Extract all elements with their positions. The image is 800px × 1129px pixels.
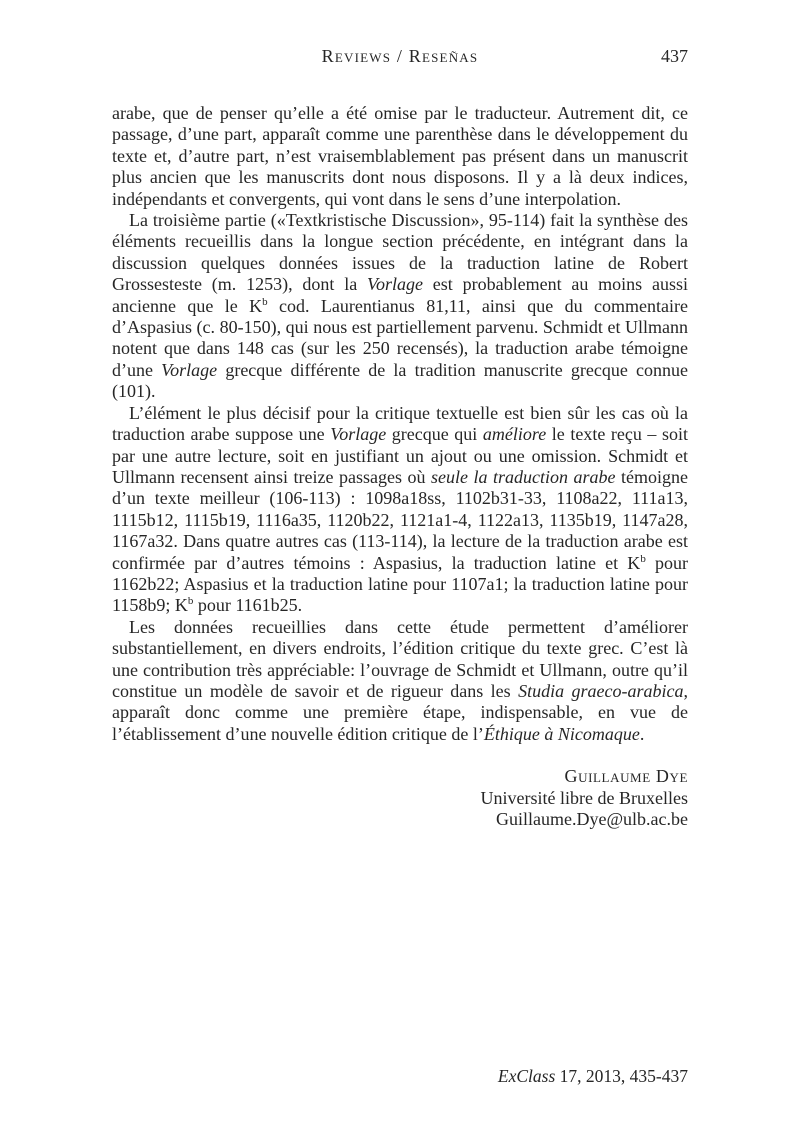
author-name: Guillaume Dye [564,766,688,787]
body-paragraph: La troisième partie («Textkristische Discussion», 95-114) fait la synthèse des éléments recueillis dans la longue section précédente, en intégrant dans la discussion quelques données issues de la traduction latine de Robert Grossesteste (m. 1253), dont la Vorlage est probablement au moins aussi ancienne que le $K^b$ cod. Laurentianus 81,11, ainsi que du commentaire d’Aspasius (c. 80-150), qui nous est partiellement parvenu. Schmidt et Ullmann notent que dans 148 cas (sur les 250 recensés), la traduction arabe témoigne d’une Vorlage grecque différente de la tradition manuscrite grecque connue (101). [112,210,688,402]
body-paragraph: L’élément le plus décisif pour la critique textuelle est bien sûr les cas où la traduction arabe suppose une Vorlage grecque qui améliore le texte reçu – soit par une autre lecture, soit en justifiant un ajout ou une omission. Schmidt et Ullmann recensent ainsi treize passages où seule la traduction arabe témoigne d’un texte meilleur (106-113) : 1098a18ss, 1102b31-33, 1108a22, 111a13, 1115b12, 1115b19, 1116a35, 1120b22, 1121a1-4, 1122a13, 1135b19, 1147a28, 1167a32. Dans quatre autres cas (113-114), la lecture de la traduction arabe est confirmée par d’autres témoins : Aspasius, la traduction latine et $K^b$ pour 1162b22; Aspasius et la traduction latine pour 1107a1; la traduction latine pour 1158b9; $K^b$ pour 1161b25. [112,402,689,616]
page-footer [498,1066,688,1086]
running-title: Reviews / Reseñas [321,46,479,66]
signature-block [112,766,688,831]
review-body [112,103,688,831]
page-header [112,46,688,70]
body-paragraph: Les données recueillies dans cette étude permettent d’améliorer substantiellement, en divers endroits, l’édition critique du texte grec. C’est là une contribution très appréciable: l’ouvrage de Schmidt et Ullmann, outre qu’il constitue un modèle de savoir et de rigueur dans les Studia graeco-arabica, apparaît donc comme une première étape, indispensable, en vue de l’établissement d’une nouvelle édition critique de l’Éthique à Nicomaque. [112,616,688,744]
page-number: 437 [661,46,688,66]
body-paragraph: arabe, que de penser qu’elle a été omise par le traducteur. Autrement dit, ce passage, d’une part, apparaît comme une parenthèse dans le développement du texte et, d’autre part, n’est vraisemblablement pas présent dans un manuscrit plus ancien que les manuscrits dont nous disposons. Il y a là deux indices, indépendants et convergents, qui vont dans le sens d’une interpolation. [112,103,688,209]
journal-citation: ExClass 17, 2013, 435-437 [497,1066,688,1086]
author-email: Guillaume.Dye@ulb.ac.be [495,809,688,830]
author-affiliation: Université libre de Bruxelles [480,787,688,808]
